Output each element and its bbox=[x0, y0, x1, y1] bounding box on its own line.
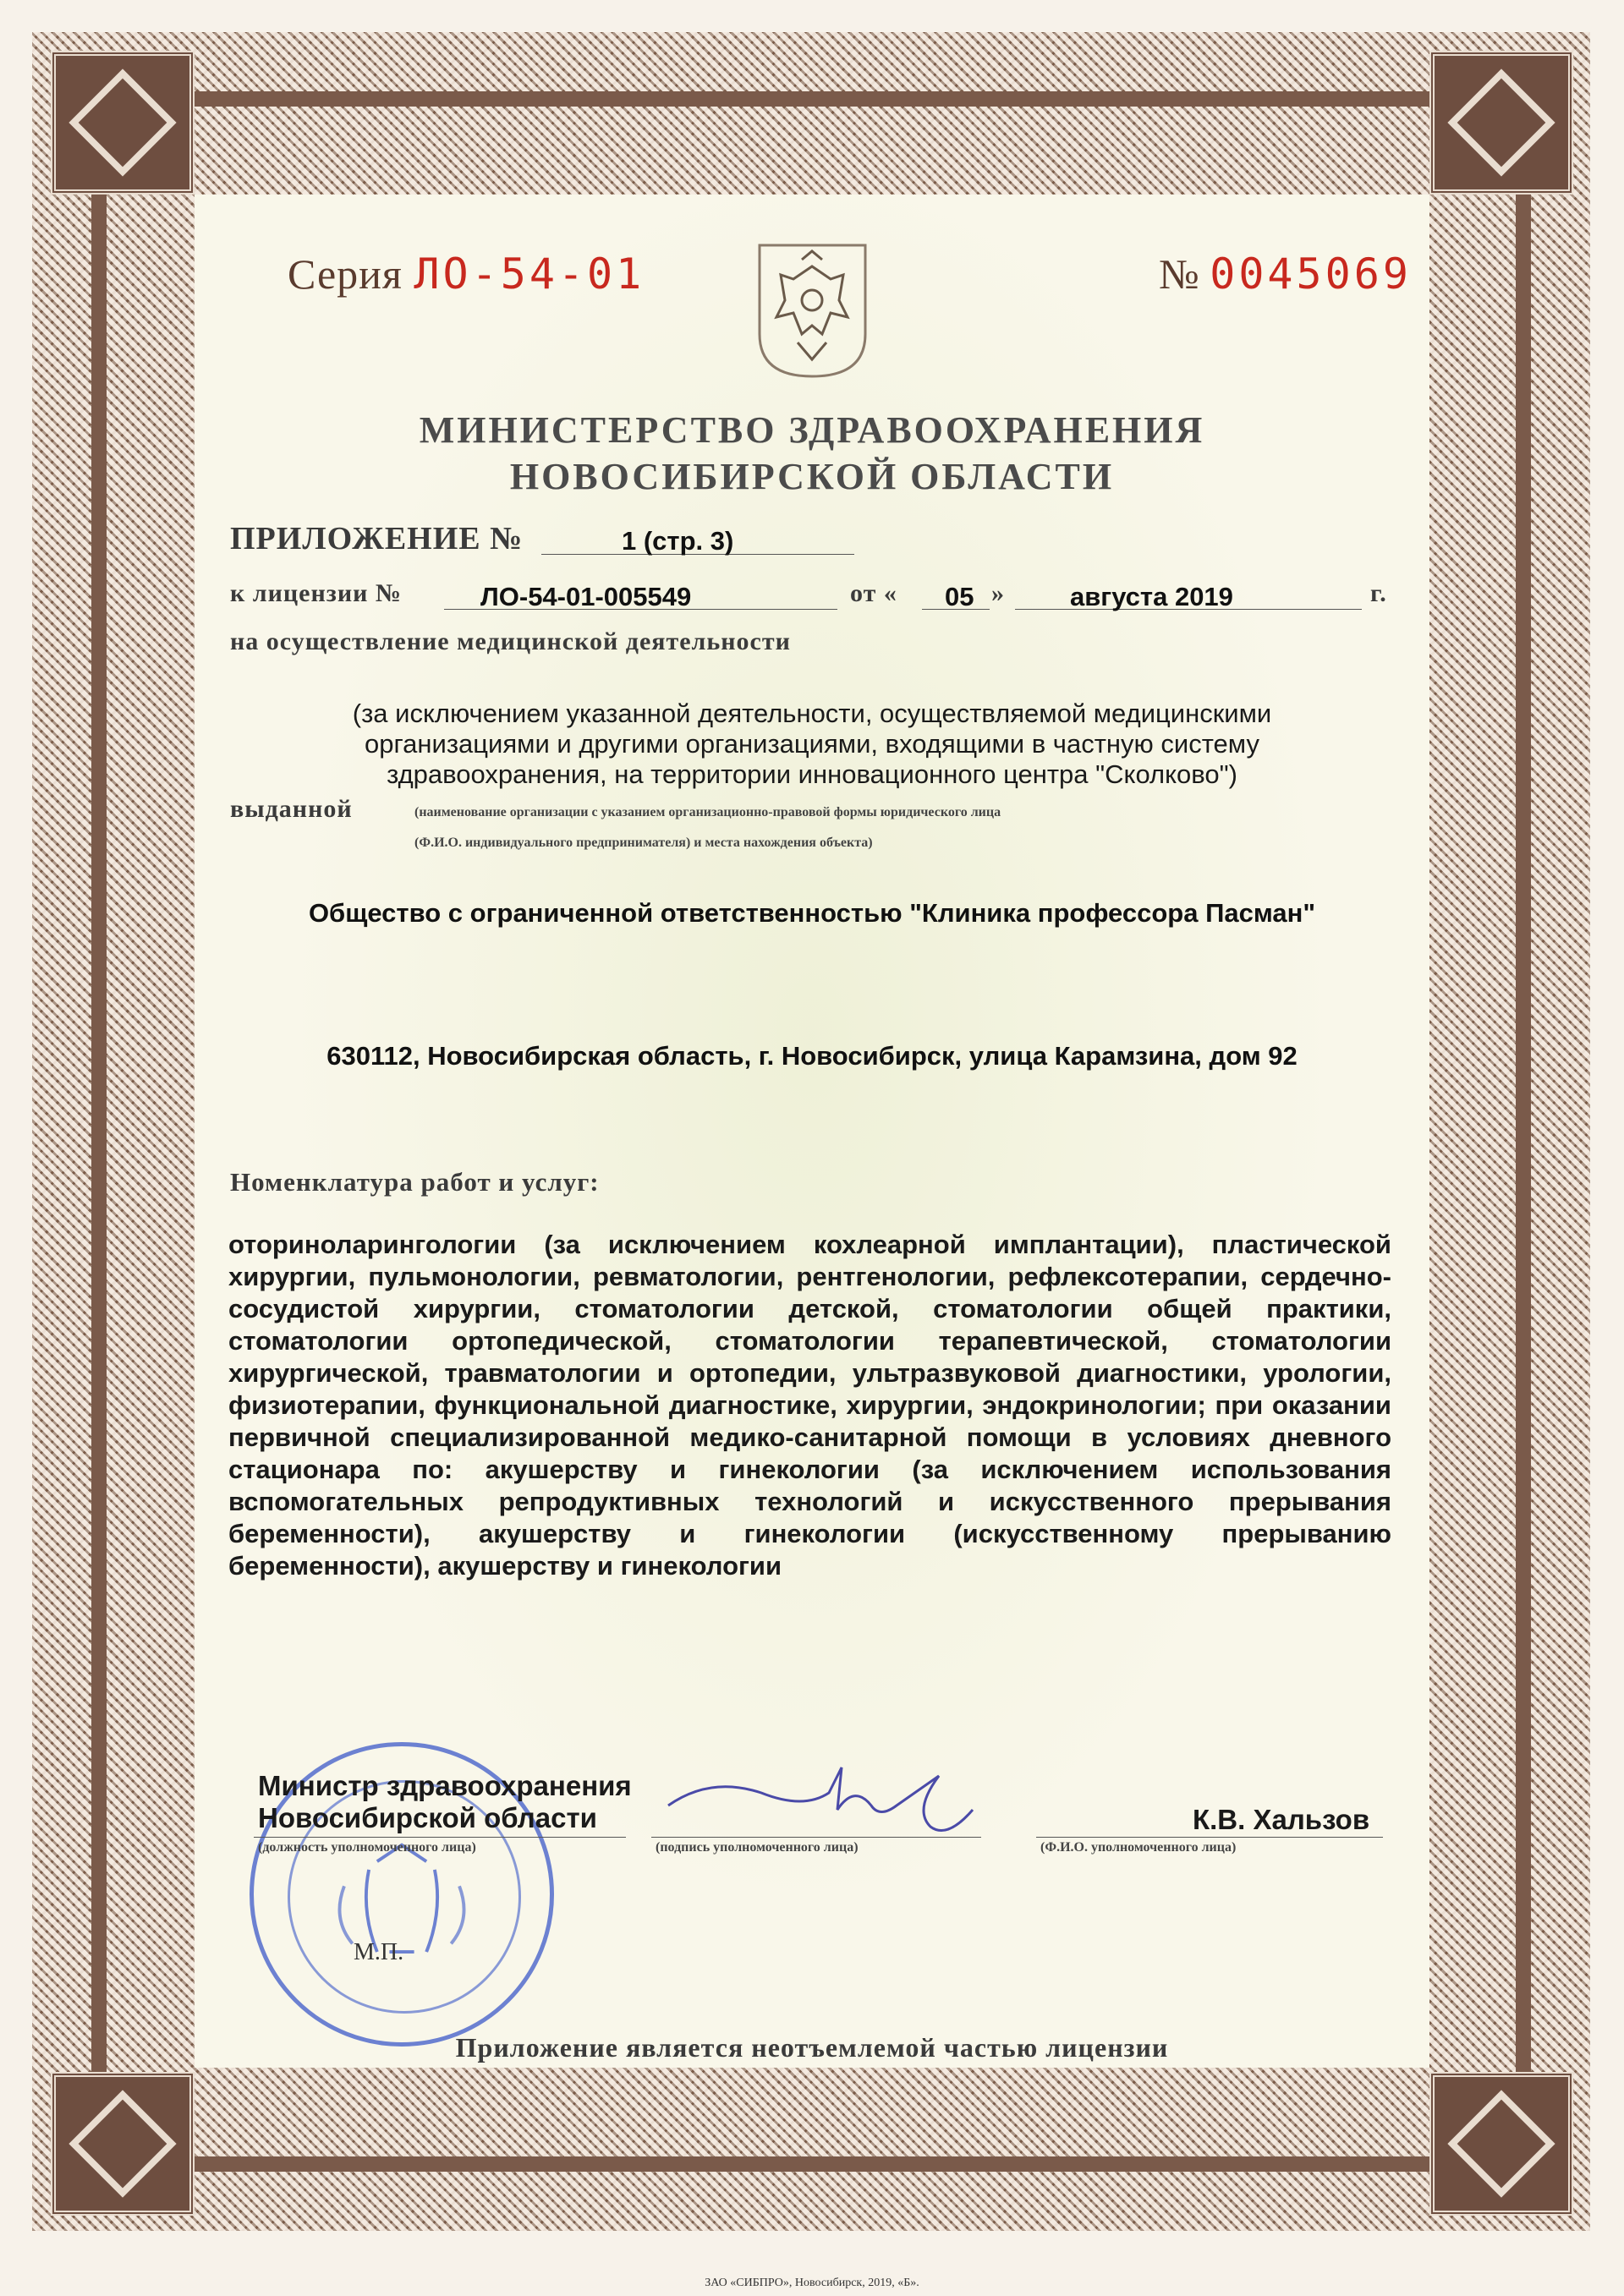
ministry-title-line2: НОВОСИБИРСКОЙ ОБЛАСТИ bbox=[509, 456, 1115, 497]
license-from-label: от « bbox=[850, 579, 897, 607]
issued-note-1: (наименование организации с указанием организационно-правовой формы юридического лица bbox=[414, 805, 1001, 819]
appendix-label: ПРИЛОЖЕНИЕ № bbox=[230, 521, 524, 556]
ministry-title-line1: МИНИСТЕРСТВО ЗДРАВООХРАНЕНИЯ bbox=[419, 409, 1205, 451]
series-block bbox=[288, 249, 645, 299]
nomenclature-text: оториноларингологии (за исключением кохлеарной имплантации), пластической хирургии, пульмонологии, ревматологии, рентгенологии, рефлексотерапии, сердечно-сосудистой хирургии, стоматологии детской, стоматологии общей практики, стоматологии ортопедической, стоматологии терапевтической, стоматологии хирургической, травматологии и ортопедии, ультразвуковой диагностики, урологии, физиотерапии, функциональной диагностике, хирургии, эндокринологии; при оказании первичной специализированной медико-санитарной помощи в условиях дневного стационара по: акушерству и гинекологии (за исключением использования вспомогательных репродуктивных технологий и искусственного прерывания беременности), акушерству и гинекологии (искусственному прерыванию беременности), акушерству и гинекологии bbox=[228, 1230, 1391, 1581]
license-label: к лицензии № bbox=[230, 579, 403, 607]
license-year-suffix: г. bbox=[1370, 579, 1387, 607]
corner-ornament-top-right bbox=[1429, 51, 1573, 195]
nomenclature-label: Номенклатура работ и услуг: bbox=[230, 1167, 600, 1197]
corner-ornament-top-left bbox=[51, 51, 195, 195]
license-month-year: августа 2019 bbox=[1070, 582, 1233, 611]
position-underline bbox=[254, 1837, 626, 1838]
exclusion-block bbox=[254, 699, 1370, 790]
signatory-position-line1: Министр здравоохранения bbox=[258, 1770, 632, 1801]
series-label: Серия bbox=[288, 250, 403, 298]
license-day-close: » bbox=[991, 579, 1005, 607]
stamp-mp-label: М.П. bbox=[354, 1939, 404, 1965]
exclusion-line-2: организациями и другими организациями, входящими в частную систему bbox=[365, 729, 1259, 759]
note-signature: (подпись уполномоченного лица) bbox=[656, 1840, 859, 1855]
organization-name: Общество с ограниченной ответственностью "Клиника профессора Пасман" bbox=[308, 898, 1316, 928]
signatory-position-line2: Новосибирской области bbox=[258, 1802, 597, 1833]
note-position: (должность уполномоченного лица) bbox=[258, 1840, 476, 1855]
name-underline bbox=[1036, 1837, 1383, 1838]
organization-address: 630112, Новосибирская область, г. Новосибирск, улица Карамзина, дом 92 bbox=[326, 1041, 1298, 1071]
exclusion-line-1: (за исключением указанной деятельности, осуществляемой медицинскими bbox=[352, 699, 1272, 728]
number-value: 0045069 bbox=[1210, 249, 1412, 299]
issued-note-2: (Ф.И.О. индивидуального предпринимателя) и места нахождения объекта) bbox=[414, 836, 873, 850]
printer-imprint: ЗАО «СИБПРО», Новосибирск, 2019, «Б». bbox=[705, 2277, 919, 2289]
license-purpose: на осуществление медицинской деятельности bbox=[230, 627, 791, 655]
note-name: (Ф.И.О. уполномоченного лица) bbox=[1040, 1840, 1237, 1855]
license-number: ЛО-54-01-005549 bbox=[480, 582, 692, 611]
signatory-position bbox=[258, 1770, 632, 1834]
signature-underline bbox=[651, 1837, 981, 1838]
corner-ornament-bottom-right bbox=[1429, 2072, 1573, 2216]
appendix-integral-note: Приложение является неотъемлемой частью лицензии bbox=[455, 2032, 1169, 2063]
series-value: ЛО-54-01 bbox=[414, 249, 645, 299]
issued-label: выданной bbox=[230, 795, 353, 823]
handwritten-signature bbox=[660, 1759, 981, 1852]
appendix-value: 1 (стр. 3) bbox=[622, 526, 734, 556]
license-day: 05 bbox=[945, 582, 974, 611]
corner-ornament-bottom-left bbox=[51, 2072, 195, 2216]
number-label: № bbox=[1159, 250, 1199, 298]
number-block bbox=[1159, 249, 1412, 299]
coat-of-arms-icon bbox=[755, 241, 870, 381]
exclusion-line-3: здравоохранения, на территории инновационного центра "Сколково") bbox=[387, 759, 1237, 789]
signatory-name: К.В. Хальзов bbox=[1193, 1804, 1370, 1835]
